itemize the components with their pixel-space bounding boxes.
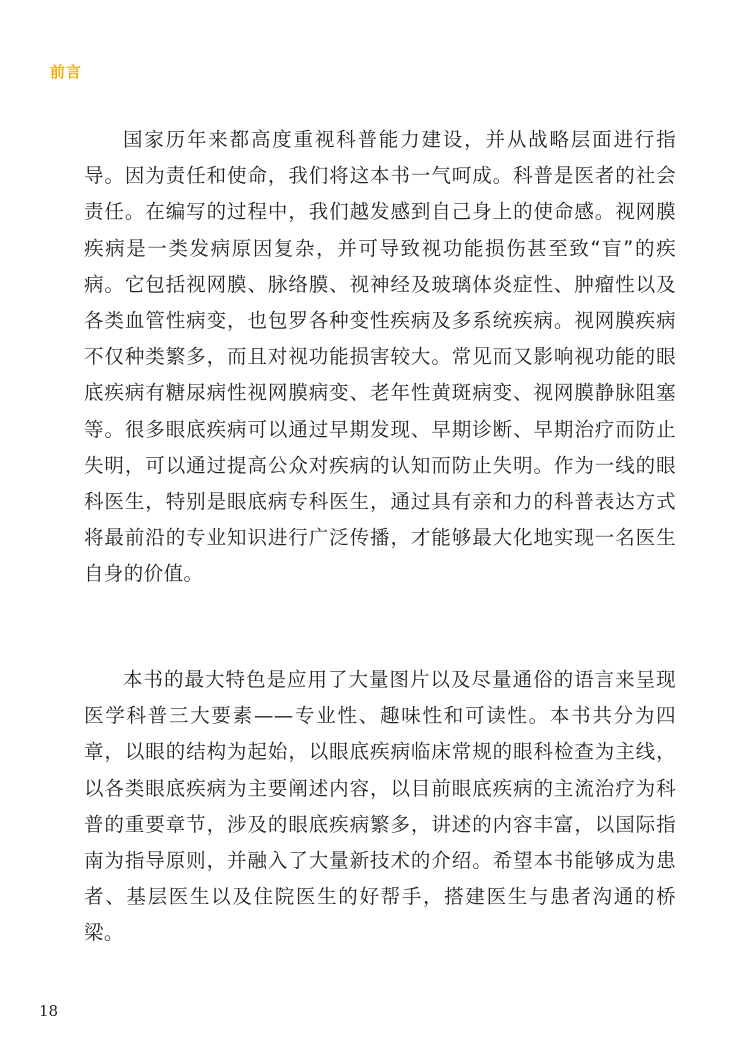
page-number: 18 (39, 1002, 59, 1020)
section-label: 前言 (50, 63, 83, 81)
paragraph-2: 本书的最大特色是应用了大量图片以及尽量通俗的语言来呈现医学科普三大要素——专业性、趣味性和可读性。本书共分为四章，以眼的结构为起始，以眼底疾病临床常规的眼科检查为主线，以各类眼底疾病为主要阐述内容，以目前眼底疾病的主流治疗为科普的重要章节，涉及的眼底疾病繁多，讲述的内容丰富，以国际指南为指导原则，并融入了大量新技术的介绍。希望本书能够成为患者、基层医生以及住院医生的好帮手，搭建医生与患者沟通的桥梁。 (84, 668, 676, 945)
paragraph-1: 国家历年来都高度重视科普能力建设，并从战略层面进行指导。因为责任和使命，我们将这本书一气呵成。科普是医者的社会责任。在编写的过程中，我们越发感到自己身上的使命感。视网膜疾病是一类发病原因复杂，并可导致视功能损伤甚至致“盲”的疾病。它包括视网膜、脉络膜、视神经及玻璃体炎症性、肿瘤性以及各类血管性病变，也包罗各种变性疾病及多系统疾病。视网膜疾病不仅种类繁多，而且对视功能损害较大。常见而又影响视功能的眼底疾病有糖尿病性视网膜病变、老年性黄斑病变、视网膜静脉阻塞等。很多眼底疾病可以通过早期发现、早期诊断、早期治疗而防止失明，可以通过提高公众对疾病的认知而防止失明。作为一线的眼科医生，特别是眼底病专科医生，通过具有亲和力的科普表达方式将最前沿的专业知识进行广泛传播，才能够最大化地实现一名医生自身的价值。 (84, 128, 676, 586)
